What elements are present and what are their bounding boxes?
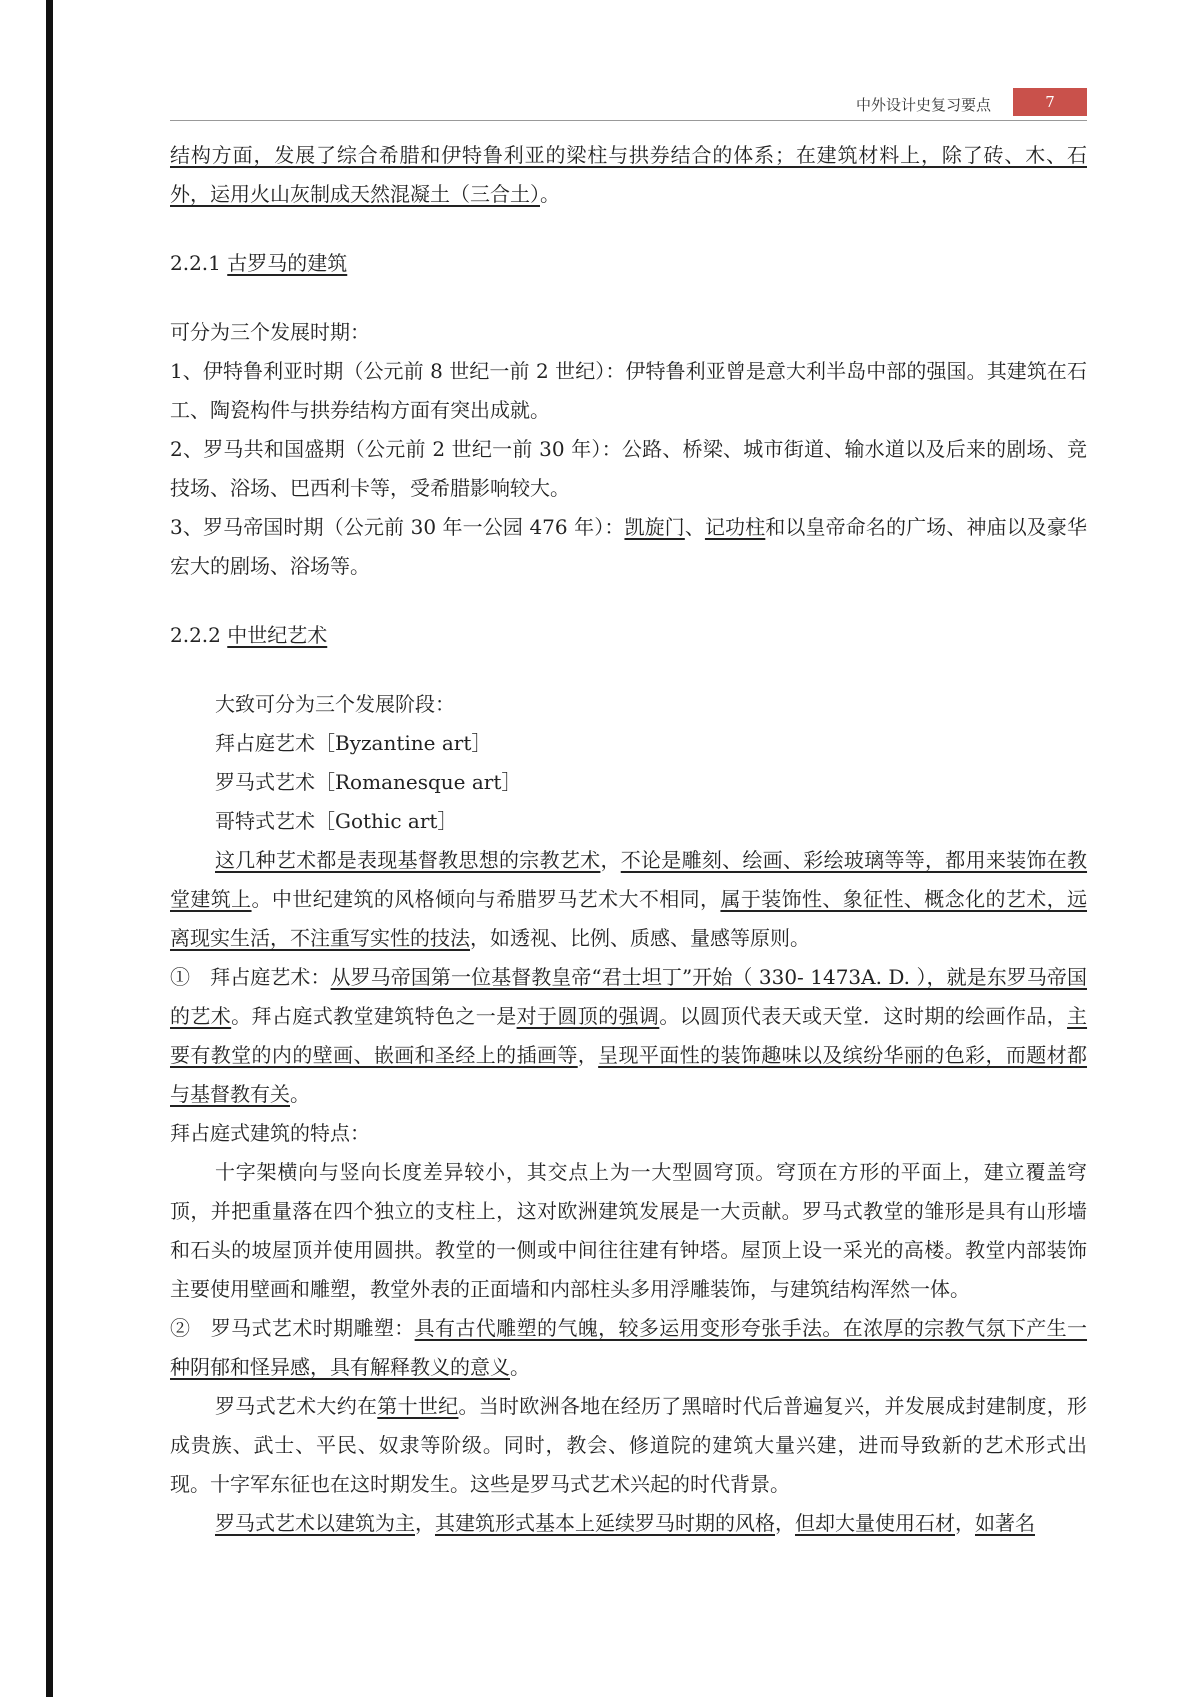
romanesque-sculpture-paragraph: ② 罗马式艺术时期雕塑：具有古代雕塑的气魄，较多运用变形夸张手法。在浓厚的宗教气氛下产生一种阴郁和怪异感，具有解释教义的意义。 xyxy=(170,1316,1088,1379)
period-2: 2、罗马共和国盛期（公元前 2 世纪一前 30 年）：公路、桥梁、城市街道、输水道以及后来的剧场、竞技场、浴场、巴西利卡等，受希腊影响较大。 xyxy=(170,437,1087,500)
section-number: 2.2.1 xyxy=(170,251,221,275)
stage-gothic: 哥特式艺术［Gothic art］ xyxy=(215,809,458,833)
section-title: 古罗马的建筑 xyxy=(227,251,348,275)
intro-end: 。 xyxy=(540,182,560,206)
section-2-2-2-heading xyxy=(170,616,1087,655)
romanesque-background-paragraph: 罗马式艺术大约在第十世纪。当时欧洲各地在经历了黑暗时代后普遍复兴，并发展成封建制度，形成贵族、武士、平民、奴隶等阶级。同时，教会、修道院的建筑大量兴建，进而导致新的艺术形式出现。十字军东征也在这时期发生。这些是罗马式艺术兴起的时代背景。 xyxy=(170,1394,1088,1496)
section-title: 中世纪艺术 xyxy=(227,623,328,647)
intro-paragraph xyxy=(170,136,1087,214)
header-title: 中外设计史复习要点 xyxy=(855,96,991,114)
page-content xyxy=(170,136,1087,1543)
romanesque-architecture-paragraph: 罗马式艺术以建筑为主，其建筑形式基本上延续罗马时期的风格，但却大量使用石材，如著名 xyxy=(215,1511,1035,1535)
stage-romanesque: 罗马式艺术［Romanesque art］ xyxy=(215,770,522,794)
section-number: 2.2.2 xyxy=(170,623,221,647)
scan-edge-bar xyxy=(46,0,53,1697)
section-2-2-1-heading xyxy=(170,244,1087,283)
stages-lead: 大致可分为三个发展阶段： xyxy=(215,692,455,716)
byzantine-architecture-body: 十字架横向与竖向长度差异较小，其交点上为一大型圆穹顶。穹顶在方形的平面上，建立覆盖穹顶，并把重量落在四个独立的支柱上，这对欧洲建筑发展是一大贡献。罗马式教堂的雏形是具有山形墙和石头的坡屋顶并使用圆拱。教堂的一侧或中间往往建有钟塔。屋顶上设一采光的高楼。教堂内部装饰主要使用壁画和雕塑，教堂外表的正面墙和内部柱头多用浮雕装饰，与建筑结构浑然一体。 xyxy=(170,1160,1087,1301)
page-header xyxy=(170,88,1087,121)
stage-byzantine: 拜占庭艺术［Byzantine art］ xyxy=(215,731,492,755)
intro-text: 结构方面，发展了综合希腊和伊特鲁利亚的梁柱与拱券结合的体系；在建筑材料上，除了砖、木、石外，运用火山灰制成天然混凝土（三合土） xyxy=(170,143,1087,206)
period-1: 1、伊特鲁利亚时期（公元前 8 世纪一前 2 世纪）：伊特鲁利亚曾是意大利半岛中部的强国。其建筑在石工、陶瓷构件与拱券结构方面有突出成就。 xyxy=(170,359,1087,422)
page-number: 7 xyxy=(1013,88,1087,116)
religious-art-paragraph: 这几种艺术都是表现基督教思想的宗教艺术，不论是雕刻、绘画、彩绘玻璃等等，都用来装饰在教堂建筑上。中世纪建筑的风格倾向与希腊罗马艺术大不相同，属于装饰性、象征性、概念化的艺术，远离现实生活，不注重写实性的技法，如透视、比例、质感、量感等原则。 xyxy=(170,848,1088,950)
byzantine-art-paragraph: ① 拜占庭艺术：从罗马帝国第一位基督教皇帝“君士坦丁”开始（ 330- 1473A. D. ），就是东罗马帝国的艺术。拜占庭式教堂建筑特色之一是对于圆顶的强调。以圆顶代表天或天堂．这时期的绘画作品，主要有教堂的内的壁画、嵌画和圣经上的插画等，呈现平面性的装饰趣味以及缤纷华丽的色彩，而题材都与基督教有关。 xyxy=(170,965,1088,1106)
byzantine-architecture-heading: 拜占庭式建筑的特点： xyxy=(170,1121,370,1145)
periods-lead: 可分为三个发展时期： xyxy=(170,320,370,344)
period-3: 3、罗马帝国时期（公元前 30 年一公园 476 年）：凯旋门、记功柱和以皇帝命名的广场、神庙以及豪华宏大的剧场、浴场等。 xyxy=(170,515,1088,578)
